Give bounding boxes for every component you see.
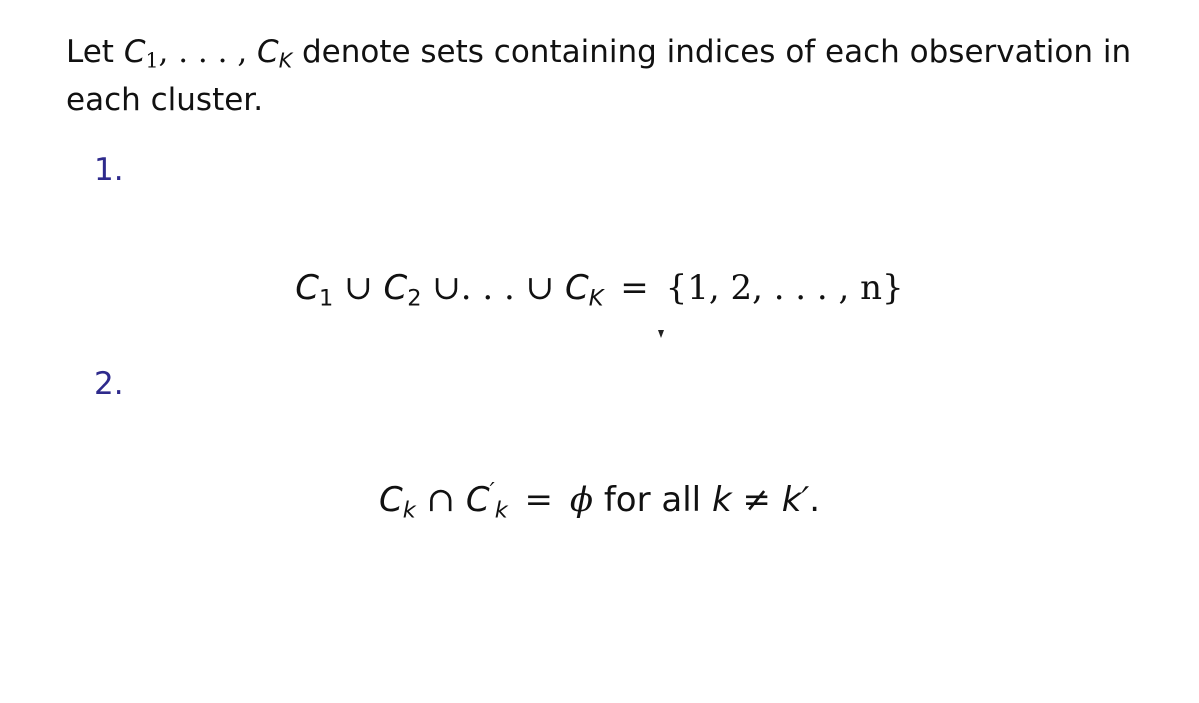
intro-word-let: Let [66, 34, 114, 70]
k-prime: k′ [781, 480, 810, 520]
disjoint-formula: $C_k$ ∩ $C'_k = \phi$ for all k ≠ k′. [378, 478, 821, 524]
set-c1: $C_1$ [295, 268, 334, 312]
set-ck: $C_K$ [564, 268, 604, 312]
mouse-pointer-icon [658, 330, 664, 338]
set-c2: $C_2$ [383, 268, 422, 312]
list-number-1: 1. [94, 152, 124, 188]
set-ck-lhs: $C_k$ [378, 480, 416, 524]
set-ck-prime: $C'_k$ [465, 478, 508, 524]
set-symbol-c1: $C_1$ [123, 34, 159, 73]
union-formula: $C_1$ ∪ $C_2$ ∪. . . ∪ $C_K = \{1$, 2, . . . , n} [295, 268, 904, 312]
list-number-2: 2. [94, 366, 124, 402]
index-set: {1, 2, . . . , n} [665, 268, 904, 308]
set-symbol-ck: $C_K$ [257, 34, 293, 73]
for-all-text: for all [603, 480, 702, 520]
empty-set-symbol: ϕ [569, 480, 594, 520]
intro-paragraph [66, 28, 1166, 124]
intro-ellipsis: , . . . , [158, 34, 248, 70]
intro-text: denote sets containing indices of each observation in each cluster. [66, 34, 1132, 118]
